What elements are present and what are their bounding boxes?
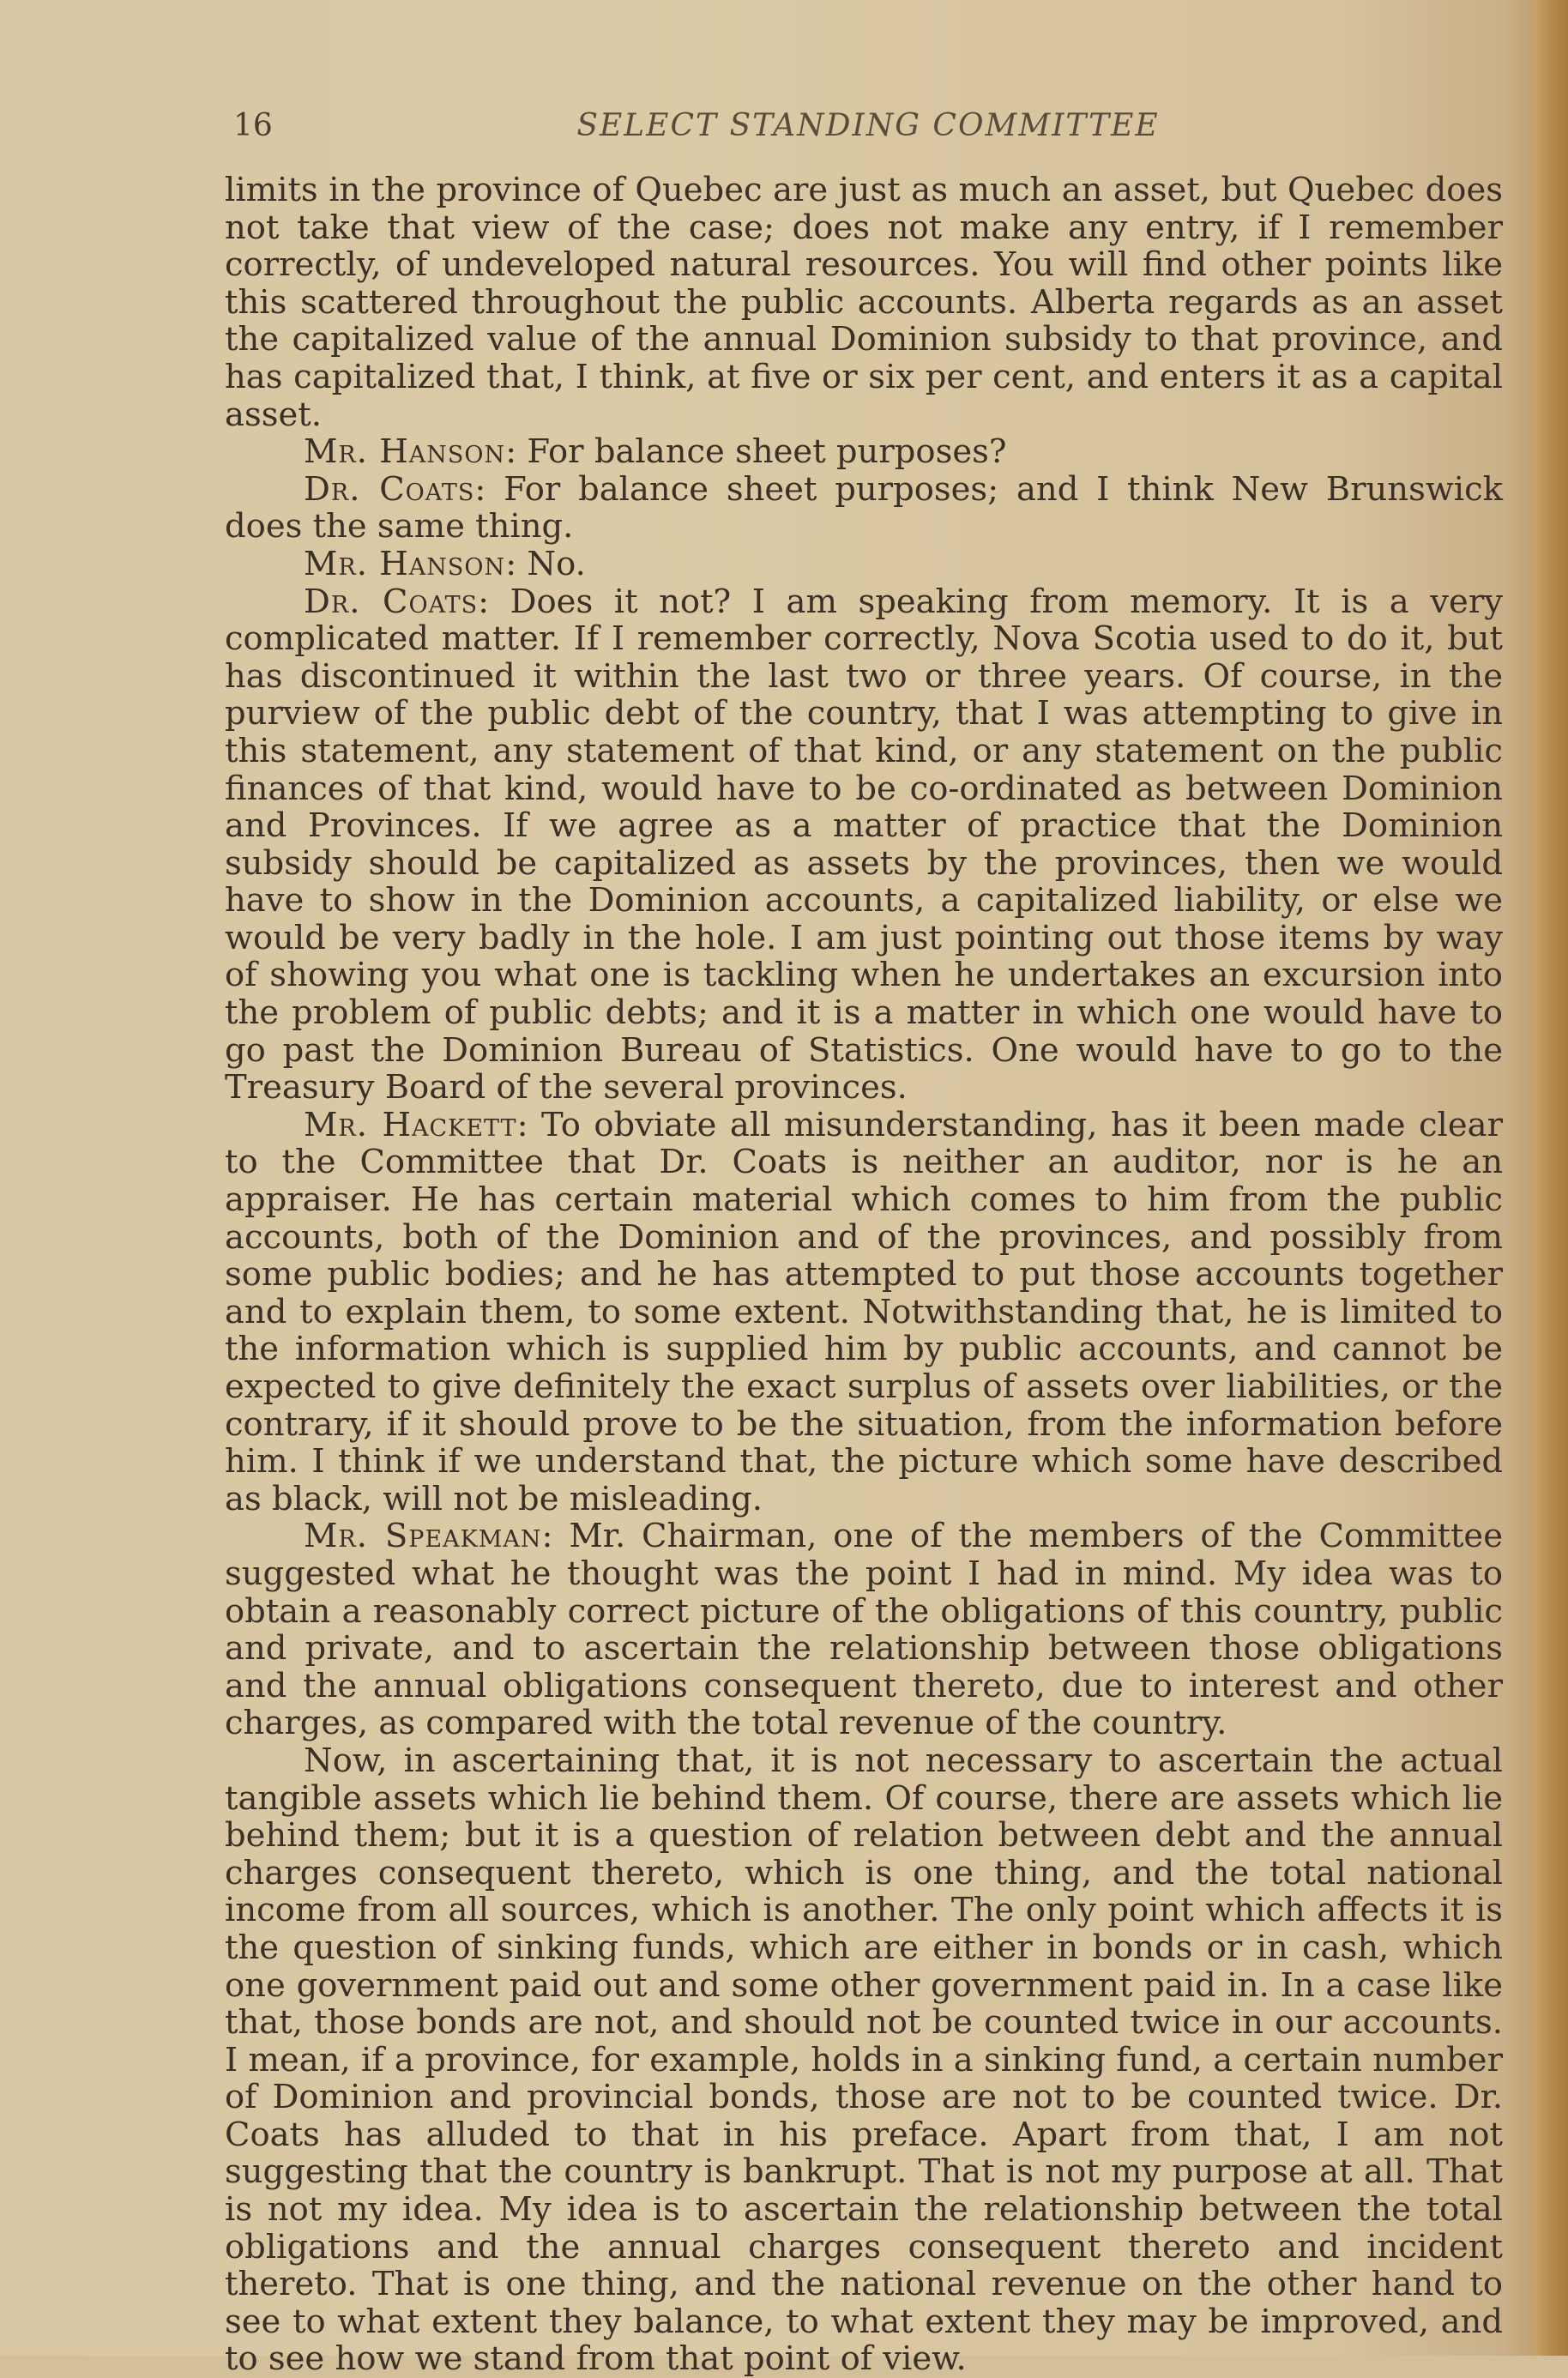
paragraph-coats-explanation: Dr. Coats: Does it not? I am speaking from memory. It is a very complicated matter. If I remember correctly, Nova Scotia used to do it, but has discontinued it within the last two or three years. Of course, in the purview of the public debt of the country, that I was attempting to give in this statement, any statement of that kind, or any statement on the public finances of that kind, would have to be co-ordinated as between Dominion and Provinces. If we agree as a matter of practice that the Dominion subsidy should be capitalized as assets by the provinces, then we would have to show in the Dominion accounts, a capitalized liability, or else we would be very badly in the hole. I am just pointing out those items by way of showing you what one is tackling when he undertakes an excursion into the problem of public debts; and it is a matter in which one would have to go past the Dominion Bureau of Statistics. One would have to go to the Treasury Board of the several provinces. — [225, 582, 1504, 1108]
body-text — [225, 172, 1503, 2378]
paragraph-hanson-no: Mr. Hanson: No. — [304, 544, 586, 583]
speaker-name: Mr. Speakman — [304, 1517, 542, 1556]
paragraph-coats-reply: Dr. Coats: For balance sheet purposes; and I think New Brunswick does the same thing. — [225, 469, 1503, 546]
paragraph-speakman: Mr. Speakman: Mr. Chairman, one of the members of the Committee suggested what he thought was the point I had in mind. My idea was to obtain a reasonably correct picture of the obligations of this country, public and private, and to ascertain the relationship between those obligations and the annual obligations consequent thereto, due to interest and other charges, as compared with the total revenue of the country. — [225, 1517, 1503, 1743]
page-number: 16 — [233, 108, 273, 143]
paragraph-speakman-continued: Now, in ascertaining that, it is not necessary to ascertain the actual tangible assets which lie behind them. Of course, there are assets which lie behind them; but it is a question of relation between debt and the annual charges consequent thereto, which is one thing, and the total national income from all sources, which is another. The only point which affects it is the question of sinking funds, which are either in bonds or in cash, which one government paid out and some other government paid in. In a case like that, those bonds are not, and should not be counted twice in our accounts. I mean, if a province, for example, holds in a sinking fund, a certain number of Dominion and provincial bonds, those are not to be counted twice. Dr. Coats has alluded to that in his preface. Apart from that, I am not suggesting that the country is bankrupt. That is not my purpose at all. That is not my idea. My idea is to ascertain the relationship between the total obligations and the annual charges consequent thereto and incident thereto. That is one thing, and the national revenue on the other hand to see to what extent they balance, to what extent they may be improved, and to see how we stand from that point of view. — [225, 1741, 1503, 2378]
page-edge-binding — [1534, 0, 1568, 2356]
running-title: SELECT STANDING COMMITTEE — [576, 108, 1160, 143]
speaker-name: Mr. Hanson — [304, 544, 506, 583]
page-header — [233, 101, 1503, 153]
speaker-name: Mr. Hackett — [304, 1105, 517, 1144]
paragraph-hackett: Mr. Hackett: To obviate all misunderstanding, has it been made clear to the Committee that Dr. Coats is neither an auditor, nor is he an appraiser. He has certain material which comes to him from the public accounts, both of the Dominion and of the provinces, and possibly from some public bodies; and he has attempted to put those accounts together and to explain them, to some extent. Notwithstanding that, he is limited to the information which is supplied him by public accounts, and cannot be expected to give definitely the exact surplus of assets over liabilities, or the contrary, if it should prove to be the situation, from the information before him. I think if we understand that, the picture which some have described as black, will not be misleading. — [225, 1105, 1503, 1518]
speaker-name: Dr. Coats — [304, 582, 479, 621]
speaker-name: Mr. Hanson — [304, 432, 506, 472]
paragraph-hanson-question: Mr. Hanson: For balance sheet purposes? — [304, 432, 1007, 472]
paragraph-continuation: limits in the province of Quebec are just as much an asset, but Quebec does not take that view of the case; does not make any entry, if I remember correctly, of undeveloped natural resources. You will find other points like this scattered throughout the public accounts. Alberta regards as an asset the capitalized value of the annual Dominion subsidy to that province, and has capitalized that, I think, at five or six per cent, and enters it as a capital asset. — [225, 171, 1503, 434]
speaker-name: Dr. Coats — [304, 469, 475, 509]
